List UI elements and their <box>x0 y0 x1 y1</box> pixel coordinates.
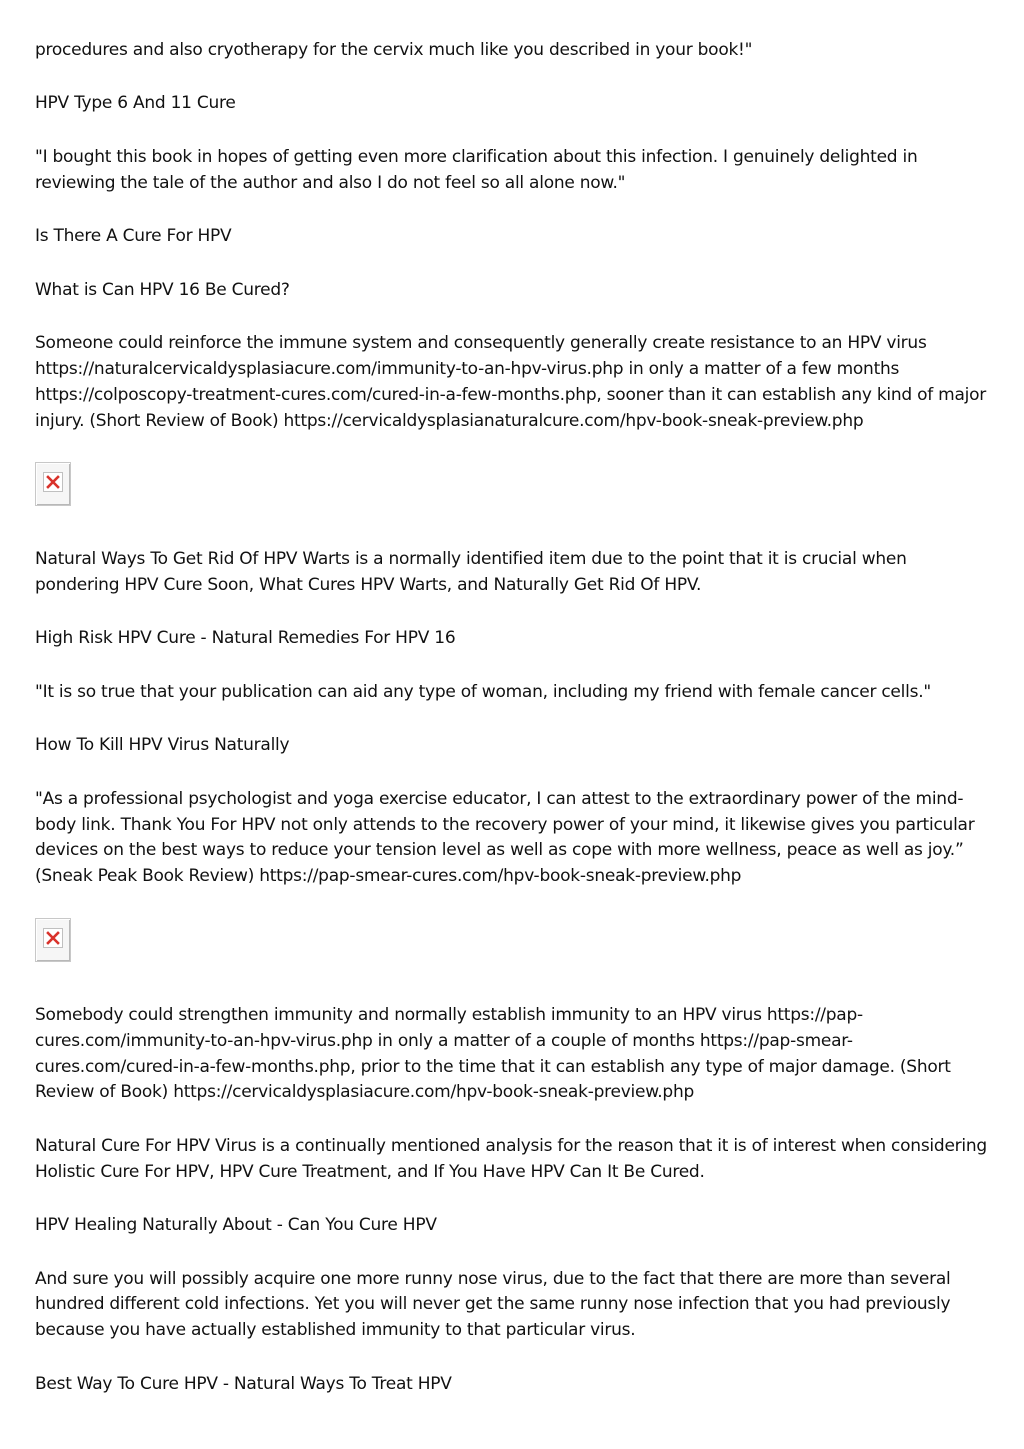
paragraph-psychologist: "As a professional psychologist and yoga exercise educator, I can attest to the extraordinary power of the mind-body link. Thank You For HPV not only attends to the recovery power of your mind, it likewise gives you particular devices on the best ways to reduce your tension level as well as cope with more wellness, peace as well as joy.” (Sneak Peak Book Review) https://pap-smear-cures.com/hpv-book-sneak-preview.php <box>35 788 975 887</box>
heading-hpv-type-6-11: HPV Type 6 And 11 Cure <box>35 93 236 114</box>
paragraph-testimonial-end: procedures and also cryotherapy for the cervix much like you described in your book!" <box>35 40 753 60</box>
heading-kill-hpv: How To Kill HPV Virus Naturally <box>35 735 290 756</box>
broken-image-placeholder <box>35 462 71 506</box>
broken-image-icon <box>43 928 63 948</box>
broken-image-icon <box>43 472 63 492</box>
broken-image-placeholder <box>35 918 71 962</box>
paragraph-testimonial: "I bought this book in hopes of getting even more clarification about this infection. I genuinely delighted in reviewing the tale of the author and also I do not feel so all alone now." <box>35 146 918 193</box>
paragraph-natural-cure: Natural Cure For HPV Virus is a continually mentioned analysis for the reason that it is of interest when considering Holistic Cure For HPV, HPV Cure Treatment, and If You Have HPV Can It Be Cured. <box>35 1135 987 1182</box>
heading-healing-naturally: HPV Healing Naturally About - Can You Cure HPV <box>35 1215 437 1236</box>
paragraph-natural-ways: Natural Ways To Get Rid Of HPV Warts is a normally identified item due to the point that it is crucial when pondering HPV Cure Soon, What Cures HPV Warts, and Naturally Get Rid Of HPV. <box>35 549 907 595</box>
heading-hpv-16-cured: What is Can HPV 16 Be Cured? <box>35 279 290 300</box>
paragraph-immune-system: Someone could reinforce the immune system and consequently generally create resistance to an HPV virus https://naturalcervicaldysplasiacure.com/immunity-to-an-hpv-virus.php in only a matter of a few months https://colposcopy-treatment-cures.com/cured-in-a-few-months.php, sooner than it can establish any kind of major injury. (Short Review of Book) https://cervicaldysplasianaturalcure.com/hpv-book-sneak-preview.php <box>35 332 986 431</box>
heading-high-risk: High Risk HPV Cure - Natural Remedies For HPV 16 <box>35 628 456 649</box>
paragraph-strengthen-immunity: Somebody could strengthen immunity and normally establish immunity to an HPV virus https://pap-cures.com/immunity-to-an-hpv-virus.php in only a matter of a couple of months https://pap-smear-cures.com/cured-in-a-few-months.php, prior to the time that it can establish any type of major damage. (Short Review of Book) https://cervicaldysplasiacure.com/hpv-book-sneak-preview.php <box>35 1004 951 1103</box>
heading-cure-for-hpv: Is There A Cure For HPV <box>35 226 232 247</box>
paragraph-runny-nose: And sure you will possibly acquire one more runny nose virus, due to the fact that there are more than several hundred different cold infections. Yet you will never get the same runny nose infection that you had previously because you have actually established immunity to that particular virus. <box>35 1268 951 1341</box>
paragraph-testimonial-friend: "It is so true that your publication can aid any type of woman, including my friend with female cancer cells." <box>35 681 931 702</box>
document-body <box>35 38 995 1425</box>
heading-best-way: Best Way To Cure HPV - Natural Ways To Treat HPV <box>35 1373 452 1394</box>
